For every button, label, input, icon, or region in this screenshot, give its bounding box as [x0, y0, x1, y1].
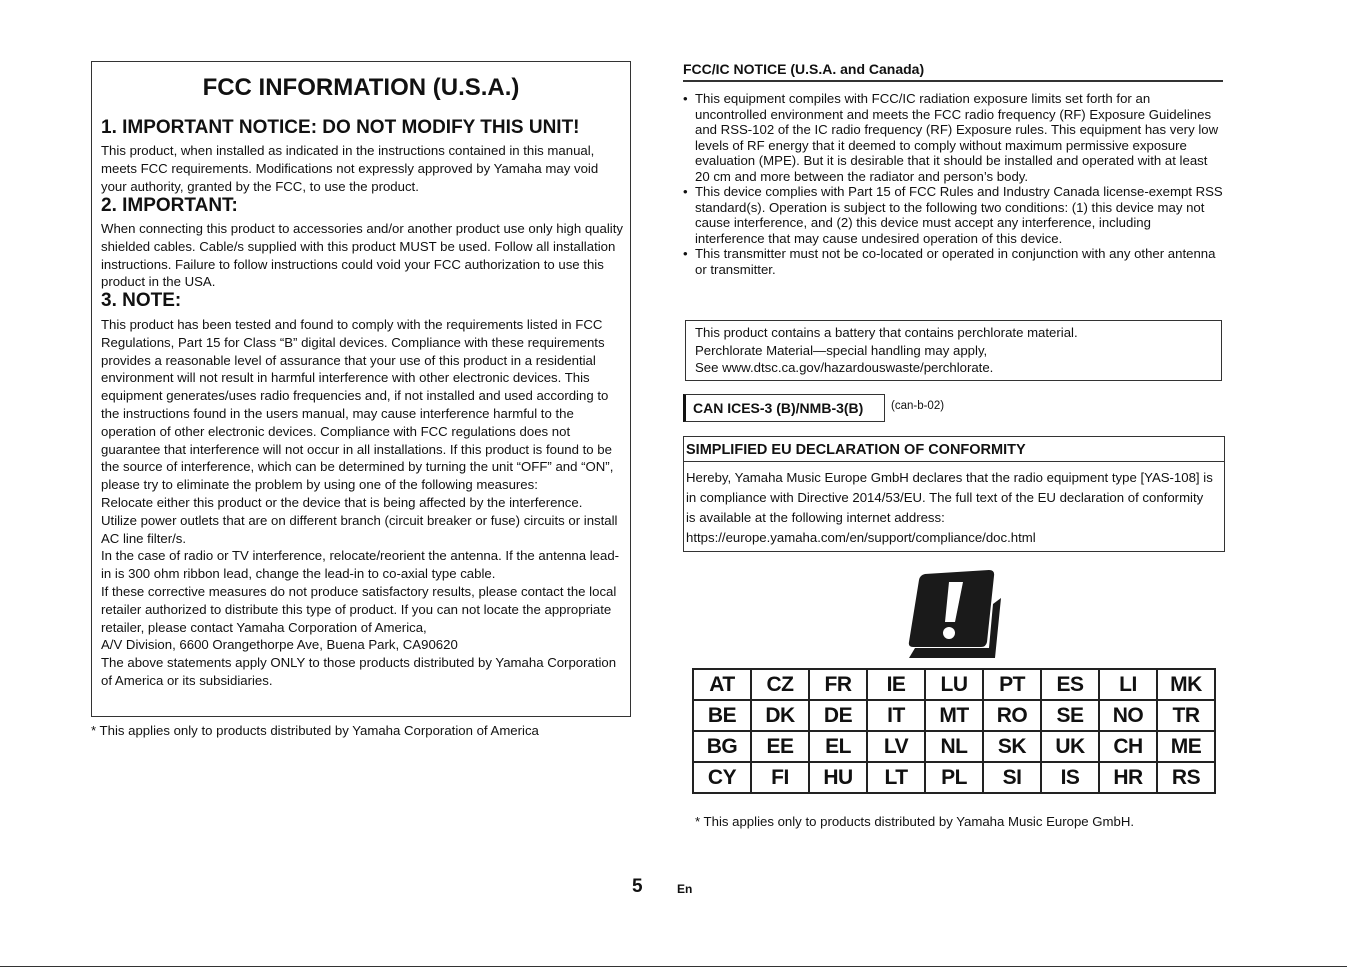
- section-3-measure-antenna: In the case of radio or TV interference, relocate/reorient the antenna. If the antenna lead-in is 300 ohm ribbon lead, change the lead-in to co-axial type cable.: [101, 548, 620, 582]
- page-number: 5: [632, 876, 643, 897]
- country-code-cell: IE: [867, 669, 925, 700]
- section-3-measure-outlets: Utilize power outlets that are on different branch (circuit breaker or fuse) circuits or install AC line filter/s.: [101, 512, 618, 546]
- section-3-heading: 3. NOTE:: [101, 290, 182, 311]
- country-code-cell: MK: [1157, 669, 1215, 700]
- country-code-cell: EE: [751, 731, 809, 762]
- country-code-cell: LU: [925, 669, 983, 700]
- country-code-cell: RS: [1157, 762, 1215, 793]
- perchlorate-notice: [685, 320, 1222, 381]
- section-1-text: This product, when installed as indicated in the instructions contained in this manual, meets FCC requirements. Modifications not expressly approved by Yamaha may void your authority, granted by the FCC, to use the product.: [101, 143, 599, 194]
- country-code-cell: CH: [1099, 731, 1157, 762]
- eu-declaration-divider: [683, 461, 1225, 462]
- section-3-contact: If these corrective measures do not produce satisfactory results, please contact the local retailer authorized to distribute this type of product. If you can not locate the appropriate retailer, please contact Yamaha Corporation of America,: [101, 583, 617, 635]
- country-code-cell: PT: [983, 669, 1041, 700]
- country-code-cell: IT: [867, 700, 925, 731]
- section-2-text: When connecting this product to accessories and/or another product use only high quality shielded cables. Cable/s supplied with this product MUST be used. Follow all installation instructions. Failure to follow instructions could void your FCC authorization to use this product in the USA.: [101, 221, 623, 290]
- country-code-cell: SE: [1041, 700, 1099, 731]
- country-code-cell: LI: [1099, 669, 1157, 700]
- canada-ices-label: CAN ICES-3 (B)/NMB-3(B): [683, 394, 885, 422]
- country-code-cell: IS: [1041, 762, 1099, 793]
- country-code-cell: TR: [1157, 700, 1215, 731]
- section-3-address: A/V Division, 6600 Orangethorpe Ave, Buena Park, CA90620: [101, 637, 458, 653]
- bottom-divider: [0, 966, 1347, 967]
- eu-declaration-text: Hereby, Yamaha Music Europe GmbH declares that the radio equipment type [YAS-108] is in compliance with Directive 2014/53/EU. The full text of the EU declaration of conformity is available at the following internet address: https://europe.yamaha.com/en/support/compliance/doc.html: [686, 470, 1213, 545]
- section-3-body: [101, 316, 623, 690]
- country-code-cell: CZ: [751, 669, 809, 700]
- eu-declaration-title: SIMPLIFIED EU DECLARATION OF CONFORMITY: [686, 442, 1026, 458]
- fcc-info-title: FCC INFORMATION (U.S.A.): [202, 74, 520, 101]
- section-3-measure-relocate: Relocate either this product or the device that is being affected by the interference.: [101, 494, 583, 510]
- country-code-cell: ES: [1041, 669, 1099, 700]
- list-item: • This equipment compiles with FCC/IC radiation exposure limits set forth for an uncontrolled environment and meets the FCC radio frequency (RF) Exposure Guidelines and RSS-102 of the IC radio frequency (RF) Exposure rules. This equipment has very low levels of RF energy that it deemed to comply without maximum permissive exposure evaluation (MPE). But it is desirable that it should be installed and operated with at least 20 cm and more between the radiator and person’s body.: [683, 91, 1223, 184]
- country-code-table: [692, 668, 1216, 794]
- country-code-cell: MT: [925, 700, 983, 731]
- canada-ices-code: (can-b-02): [891, 400, 945, 412]
- fcc-footnote: * This applies only to products distributed by Yamaha Corporation of America: [91, 723, 539, 738]
- table-row: [693, 762, 1215, 793]
- country-code-cell: ME: [1157, 731, 1215, 762]
- country-code-cell: LT: [867, 762, 925, 793]
- country-code-cell: DE: [809, 700, 867, 731]
- country-code-cell: NL: [925, 731, 983, 762]
- list-item: • This transmitter must not be co-located or operated in conjunction with any other antenna or transmitter.: [683, 246, 1223, 277]
- alert-mark-icon: [903, 568, 1003, 662]
- fcc-ic-title: FCC/IC NOTICE (U.S.A. and Canada): [683, 61, 925, 77]
- country-code-cell: FR: [809, 669, 867, 700]
- country-code-cell: PL: [925, 762, 983, 793]
- perchlorate-line-2: Perchlorate Material—special handling may apply,: [695, 342, 988, 358]
- section-1-heading: 1. IMPORTANT NOTICE: DO NOT MODIFY THIS UNIT!: [101, 117, 580, 138]
- eu-footnote: * This applies only to products distributed by Yamaha Music Europe GmbH.: [695, 814, 1135, 829]
- perchlorate-line-1: This product contains a battery that contains perchlorate material.: [695, 325, 1078, 340]
- country-code-cell: RO: [983, 700, 1041, 731]
- page-language: En: [677, 882, 693, 896]
- list-item: • This device complies with Part 15 of FCC Rules and Industry Canada license-exempt RSS standard(s). Operation is subject to the following two conditions: (1) this device may not cause interference, and (2) this device must accept any interference, including interference that may cause undesired operation of this device.: [683, 184, 1223, 246]
- section-3-scope: The above statements apply ONLY to those products distributed by Yamaha Corporation of America or its subsidiaries.: [101, 655, 617, 688]
- country-code-cell: DK: [751, 700, 809, 731]
- country-code-cell: HU: [809, 762, 867, 793]
- table-row: [693, 700, 1215, 731]
- country-code-cell: LV: [867, 731, 925, 762]
- country-code-cell: AT: [693, 669, 751, 700]
- table-row: [693, 731, 1215, 762]
- country-code-cell: SK: [983, 731, 1041, 762]
- perchlorate-line-3: See www.dtsc.ca.gov/hazardouswaste/perchlorate.: [695, 360, 994, 376]
- country-code-cell: NO: [1099, 700, 1157, 731]
- country-code-cell: BG: [693, 731, 751, 762]
- fcc-ic-divider: [683, 80, 1223, 82]
- fcc-ic-list: [683, 91, 1223, 277]
- country-code-cell: UK: [1041, 731, 1099, 762]
- section-3-text: This product has been tested and found to comply with the requirements listed in FCC Regulations, Part 15 for Class “B” digital devices. Compliance with these requirements provides a reasonable level of assurance that your use of this product in a residential environment will not result in harmful interference with other electronic devices. This equipment generates/uses radio frequencies and, if not installed and used according to the instructions found in the users manual, may cause interference harmful to the operation of other electronic devices. Compliance with FCC regulations does not guarantee that interference will not occur in all installations. If this product is found to be the source of interference, which can be determined by turning the unit “OFF” and “ON”, please try to eliminate the problem by using one of the following measures:: [101, 317, 614, 493]
- country-code-cell: EL: [809, 731, 867, 762]
- country-code-cell: SI: [983, 762, 1041, 793]
- country-code-cell: FI: [751, 762, 809, 793]
- country-code-cell: HR: [1099, 762, 1157, 793]
- country-code-cell: BE: [693, 700, 751, 731]
- table-row: [693, 669, 1215, 700]
- section-2-heading: 2. IMPORTANT:: [101, 195, 238, 216]
- country-code-cell: CY: [693, 762, 751, 793]
